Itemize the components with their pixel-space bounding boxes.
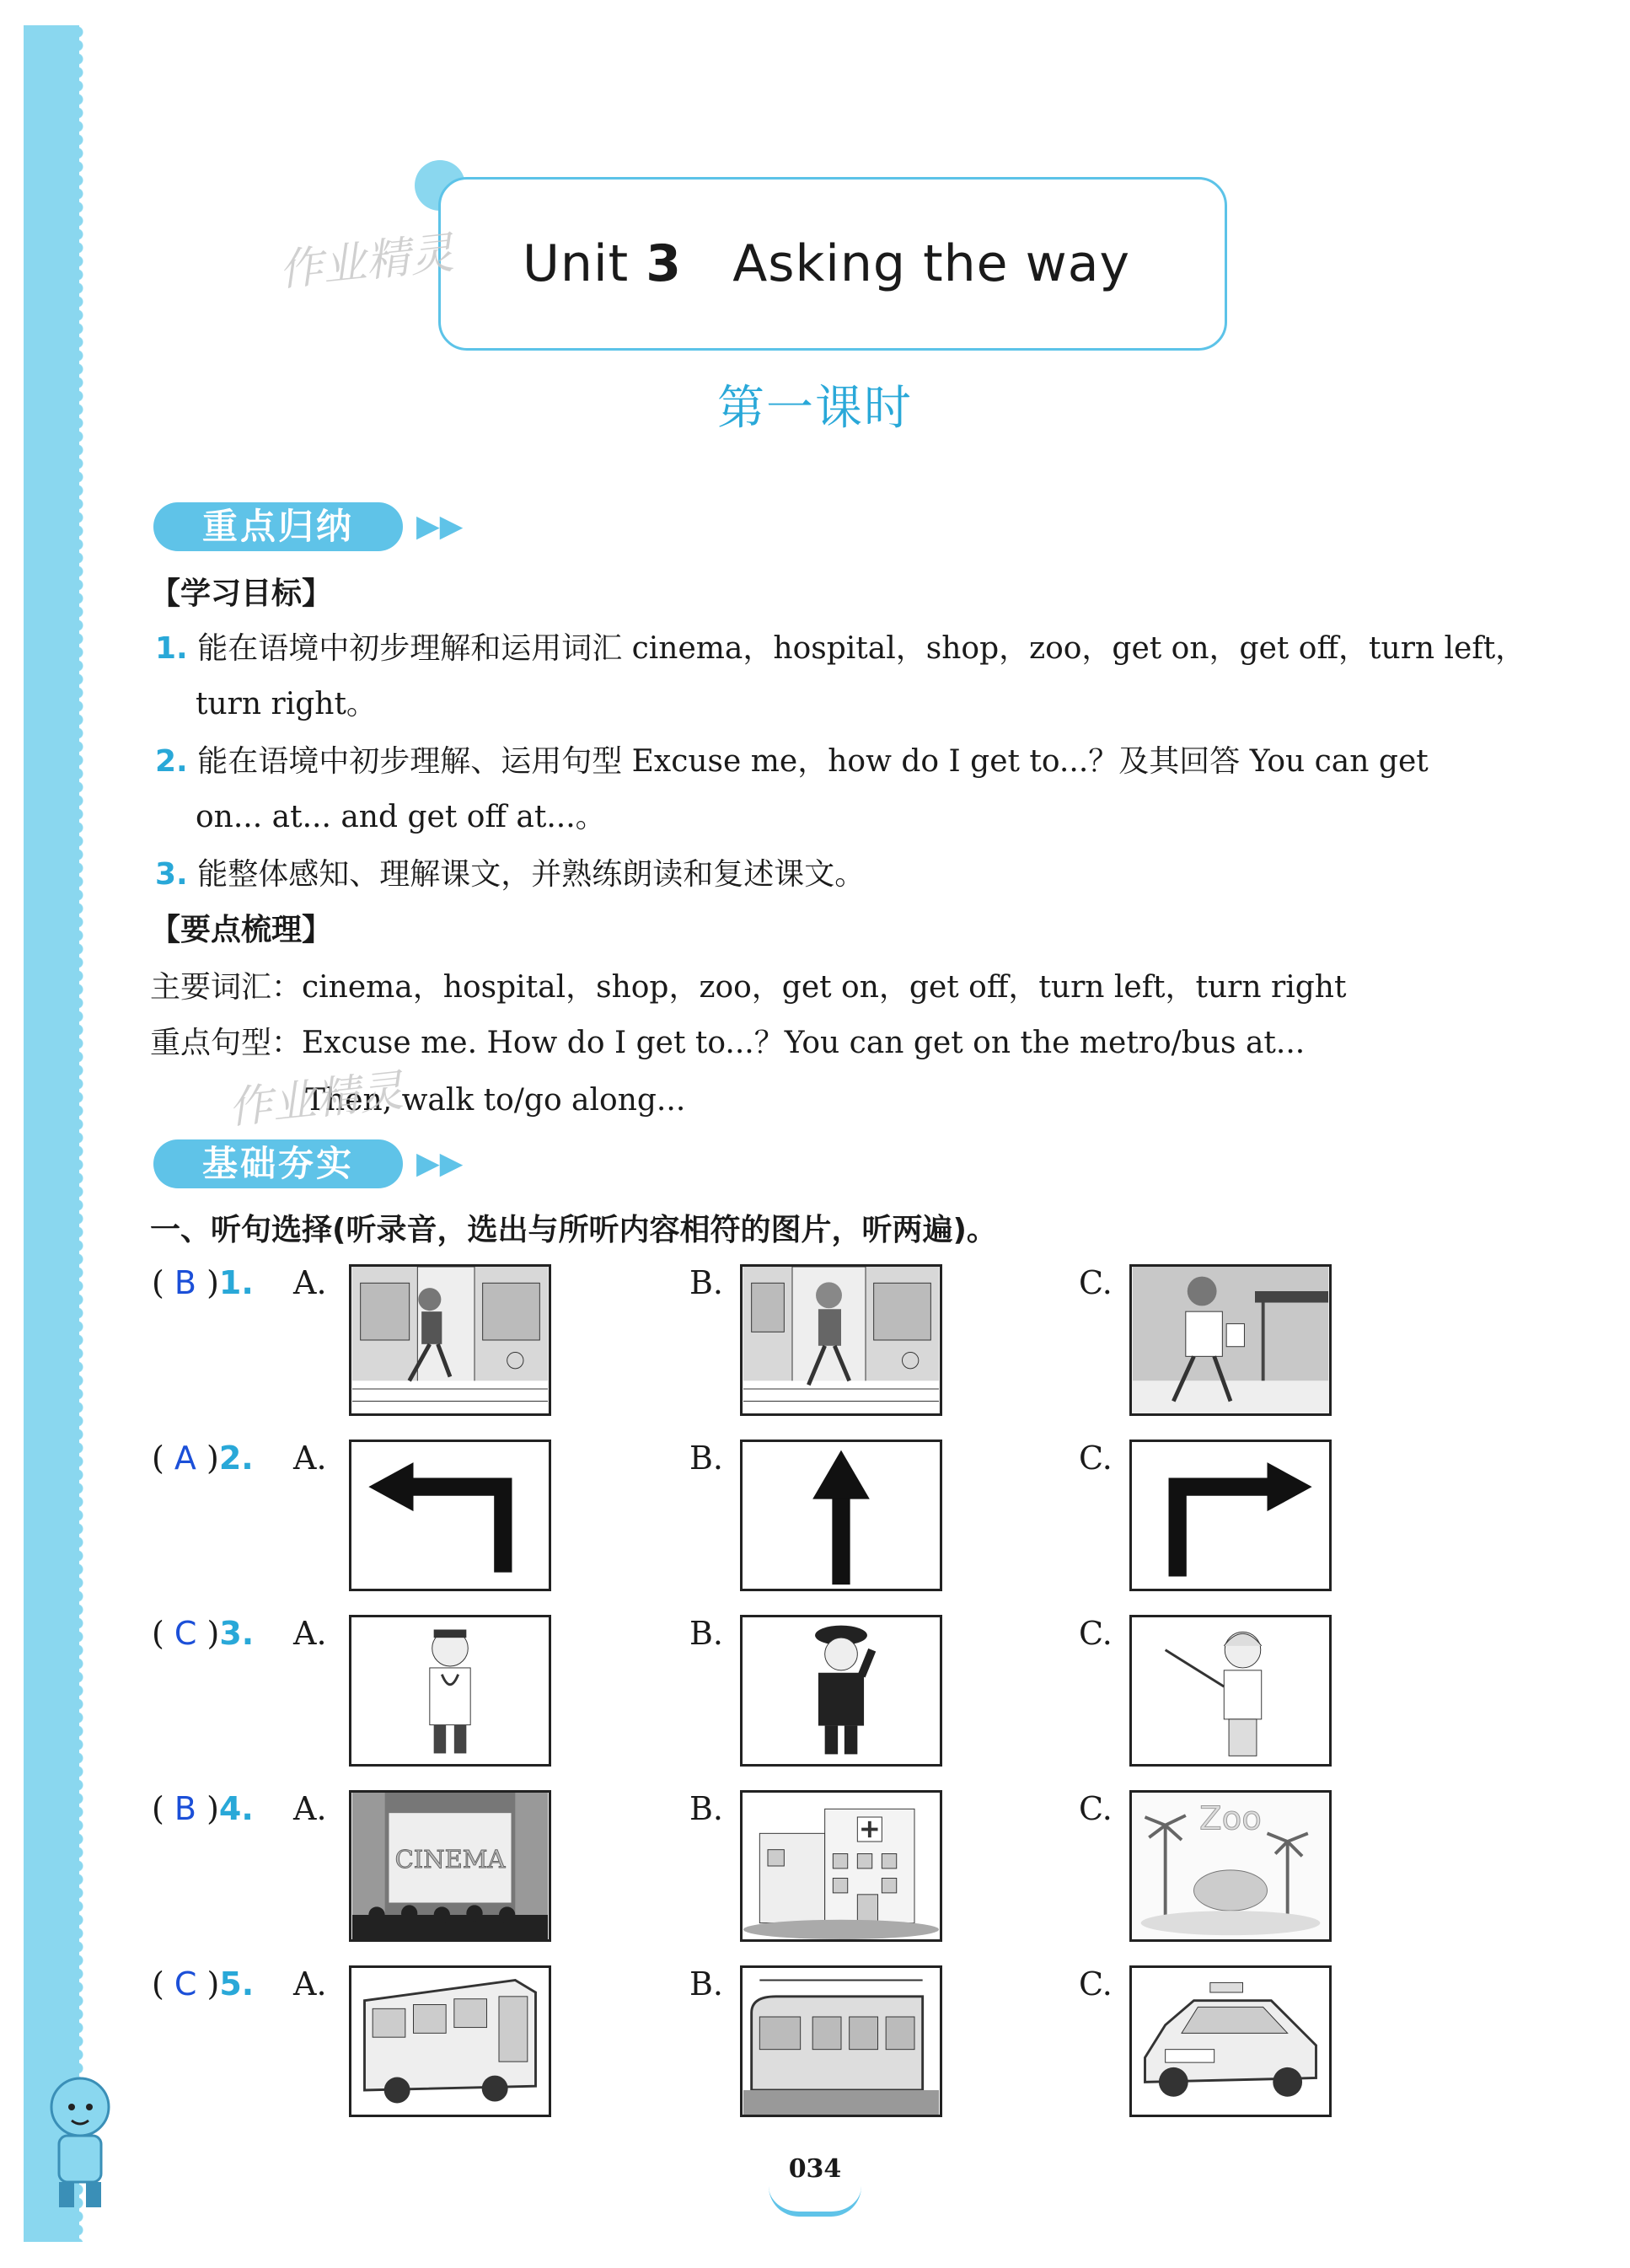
- goal-item-1-cont: turn right。: [196, 687, 377, 721]
- turn-right-arrow-icon: [1129, 1440, 1332, 1591]
- decorative-sidebar: [24, 25, 79, 2242]
- option-c-label: C.: [1079, 1615, 1113, 1652]
- answer-letter: A: [174, 1440, 196, 1477]
- question-number: 3.: [219, 1615, 255, 1652]
- option-c-label: C.: [1079, 1264, 1113, 1301]
- option-a-label: A.: [293, 1965, 327, 2003]
- lesson-title: 第一课时: [717, 381, 913, 436]
- sentence-line-cont: Then, walk to/go along...: [305, 1083, 686, 1118]
- question-label: ( B )1.: [152, 1264, 254, 1301]
- goal-item-1: [155, 630, 1525, 668]
- picture-policeman: [740, 1615, 942, 1767]
- option-b-label: B.: [689, 1965, 724, 2003]
- watermark-logo: 作业精灵: [226, 1065, 406, 1134]
- option-a-label: A.: [293, 1440, 327, 1477]
- option-c-label: C.: [1079, 1965, 1113, 2003]
- picture-doctor: [349, 1615, 551, 1767]
- page-number: 034: [788, 2154, 842, 2184]
- unit-word: Unit: [523, 234, 630, 293]
- question-number: 5.: [219, 1965, 255, 2003]
- cartoon-boy-decoration: [34, 2065, 126, 2217]
- question-label: ( C )5.: [152, 1965, 255, 2003]
- unit-number: 3: [646, 234, 682, 293]
- page-number-arc-decoration: [769, 2186, 861, 2217]
- unit-title: [523, 234, 1130, 293]
- cinema-sign-text: CINEMA: [394, 1844, 506, 1874]
- answer-letter: B: [174, 1264, 196, 1301]
- question-number: 2.: [218, 1440, 254, 1477]
- goal-number: 2.: [155, 744, 188, 779]
- question-label: ( C )3.: [152, 1615, 255, 1652]
- goal-number: 1.: [155, 631, 188, 666]
- picture-hospital: [740, 1790, 942, 1942]
- section-pill-basics: 基础夯实: [153, 1139, 403, 1188]
- option-b-label: B.: [689, 1264, 724, 1301]
- sentence-line: 重点句型：Excuse me. How do I get to...？You can get on the metro/bus at...: [150, 1026, 1306, 1060]
- goal-item-2: [155, 743, 1429, 780]
- sidebar-scallop-edge: [78, 25, 86, 2242]
- picture-girl-entering-train: [349, 1264, 551, 1416]
- question-label: ( B )4.: [152, 1790, 254, 1827]
- picture-zoo: [1129, 1790, 1332, 1942]
- option-c-label: C.: [1079, 1790, 1113, 1827]
- question-row-1: [152, 1264, 1349, 1420]
- question-number: 4.: [218, 1790, 254, 1827]
- watermark-logo: 作业精灵: [276, 228, 457, 297]
- goals-heading: 【学习目标】: [150, 576, 333, 611]
- option-a-label: A.: [293, 1615, 327, 1652]
- answer-letter: C: [174, 1965, 197, 2003]
- answer-letter: C: [174, 1615, 197, 1652]
- picture-bus: [349, 1965, 551, 2117]
- goal-item-2-cont: on... at... and get off at...。: [196, 800, 606, 834]
- vocab-line: 主要词汇：cinema，hospital，shop，zoo，get on，get off，turn left，turn right: [150, 970, 1347, 1005]
- straight-arrow-icon: [740, 1440, 942, 1591]
- goal-text: 能整体感知、理解课文，并熟练朗读和复述课文。: [197, 857, 866, 892]
- question-row-2: [152, 1440, 1349, 1595]
- picture-train: [740, 1965, 942, 2117]
- question-row-5: [152, 1965, 1349, 2121]
- section-pill-key-points: 重点归纳: [153, 502, 403, 551]
- option-b-label: B.: [689, 1615, 724, 1652]
- option-a-label: A.: [293, 1790, 327, 1827]
- option-c-label: C.: [1079, 1440, 1113, 1477]
- double-arrow-icon: ▶▶: [416, 509, 464, 544]
- points-heading: 【要点梳理】: [150, 913, 333, 947]
- exercise-instruction: 一、听句选择(听录音，选出与所听内容相符的图片，听两遍)。: [150, 1213, 997, 1247]
- question-number: 1.: [218, 1264, 254, 1301]
- picture-taxi: [1129, 1965, 1332, 2117]
- question-label: ( A )2.: [152, 1440, 254, 1477]
- picture-girl-walking: [1129, 1264, 1332, 1416]
- picture-girl-exiting-train: [740, 1264, 942, 1416]
- goal-text: 能在语境中初步理解和运用词汇 cinema，hospital，shop，zoo，get on，get off，turn left，: [197, 631, 1526, 666]
- picture-cinema: [349, 1790, 551, 1942]
- goal-text: 能在语境中初步理解、运用句型 Excuse me，how do I get to...？及其回答 You can get: [197, 744, 1429, 779]
- turn-left-arrow-icon: [349, 1440, 551, 1591]
- goal-item-3: [155, 856, 865, 893]
- zoo-sign-text: Zoo: [1199, 1799, 1262, 1838]
- question-row-3: [152, 1615, 1349, 1771]
- answer-letter: B: [174, 1790, 196, 1827]
- option-b-label: B.: [689, 1440, 724, 1477]
- picture-teacher: [1129, 1615, 1332, 1767]
- unit-title-text: Asking the way: [732, 234, 1130, 293]
- option-a-label: A.: [293, 1264, 327, 1301]
- double-arrow-icon: ▶▶: [416, 1146, 464, 1181]
- goal-number: 3.: [155, 857, 188, 892]
- option-b-label: B.: [689, 1790, 724, 1827]
- question-row-4: [152, 1790, 1349, 1946]
